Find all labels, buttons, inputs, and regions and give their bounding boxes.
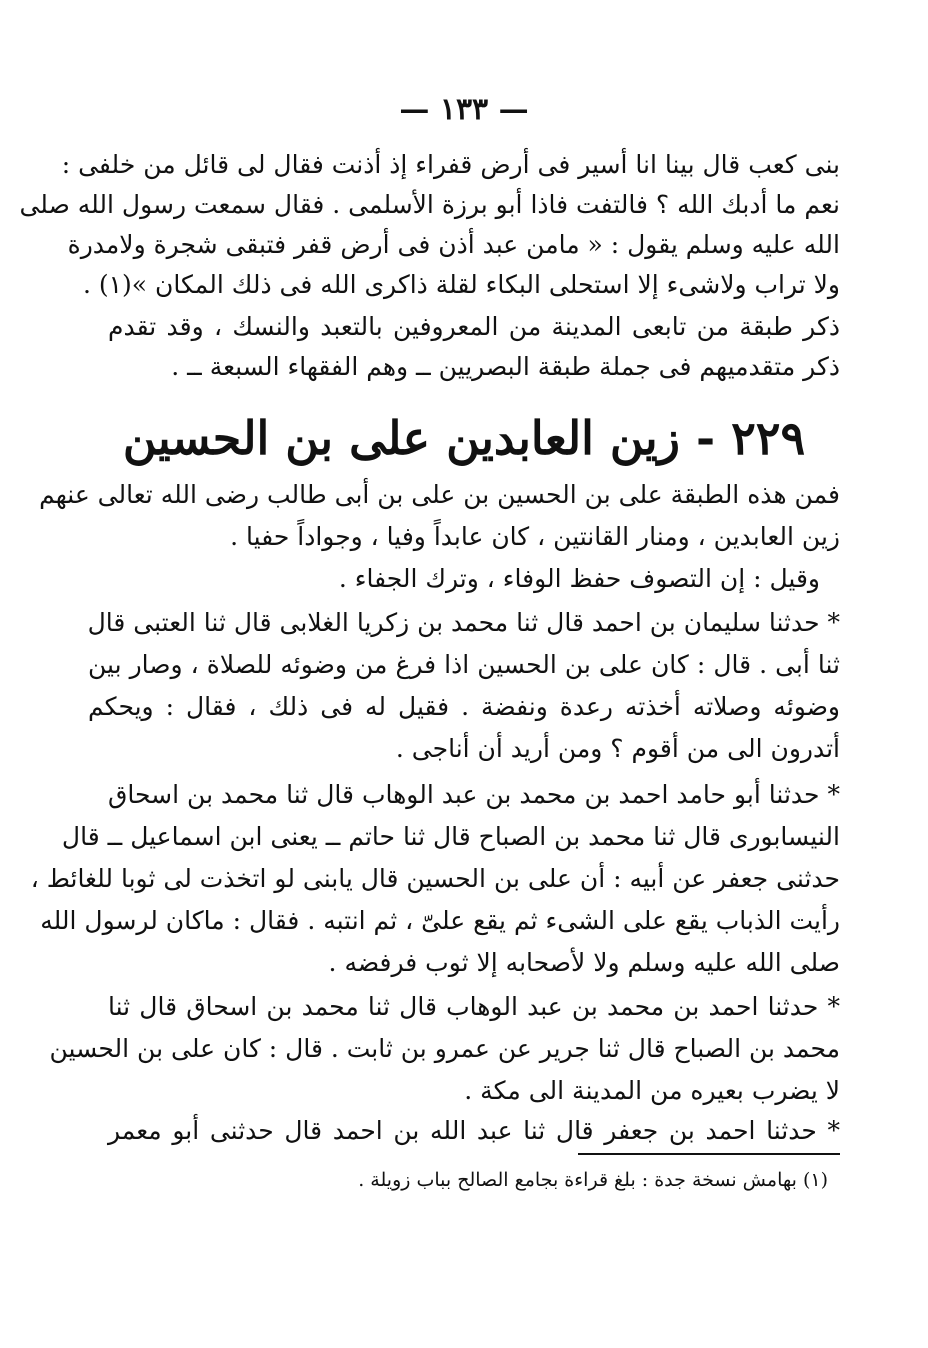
text-line: * حدثنا سليمان بن احمد قال ثنا محمد بن زكريا الغلابى قال ثنا العتبى قال	[87, 608, 840, 637]
text-line: ذكر متقدميهم فى جملة طبقة البصريين ــ وهم الفقهاء السبعة ــ .	[171, 352, 840, 381]
text-line: وقيل : إن التصوف حفظ الوفاء ، وترك الجفاء .	[338, 564, 820, 593]
text-line: محمد بن الصباح قال ثنا جرير عن عمرو بن ثابت . قال : كان على بن الحسين	[49, 1034, 840, 1063]
footnote-divider	[578, 1153, 840, 1155]
text-line: الله عليه وسلم يقول : « مامن عبد أذن فى أرض قفر فتبقى شجرة ولامدرة	[67, 230, 840, 259]
page-number: — ١٣٣ —	[399, 92, 529, 127]
text-line: ذكر طبقة من تابعى المدينة من المعروفين بالتعبد والنسك ، وقد تقدم	[108, 312, 840, 341]
text-line: لا يضرب بعيره من المدينة الى مكة .	[464, 1076, 840, 1105]
text-line: بنى كعب قال بينا انا أسير فى أرض قفراء إذ أذنت فقال لى قائل من خلفى :	[61, 150, 840, 179]
text-line: النيسابورى قال ثنا محمد بن الصباح قال ثنا حاتم ــ يعنى ابن اسماعيل ــ قال	[61, 822, 840, 851]
text-line: حدثنى جعفر عن أبيه : أن على بن الحسين قال يابنى لو اتخذت لى ثوبا للغائط ،	[30, 864, 840, 893]
text-line: ولا تراب ولاشىء إلا استحلى البكاء لقلة ذاكرى الله فى ذلك المكان »(١) .	[82, 270, 840, 299]
text-line: * حدثنا احمد بن جعفر قال ثنا عبد الله بن احمد قال حدثنى أبو معمر	[108, 1116, 840, 1145]
text-line: زين العابدين ، ومنار القانتين ، كان عابداً وفيا ، وجواداً حفيا .	[230, 522, 840, 551]
text-line: فمن هذه الطبقة على بن الحسين بن على بن أبى طالب رضى الله تعالى عنهم	[39, 480, 840, 509]
text-line: ثنا أبى . قال : كان على بن الحسين اذا فرغ من وضوئه للصلاة ، وصار بين	[88, 650, 840, 679]
text-line: رأيت الذباب يقع على الشىء ثم يقع علىّ ، ثم انتبه . فقال : ماكان لرسول الله	[40, 906, 840, 935]
text-line: وضوئه وصلاته أخذته رعدة ونفضة . فقيل له فى ذلك ، فقال : ويحكم	[88, 692, 840, 721]
section-title: ٢٢٩ - زين العابدين على بن الحسين	[122, 411, 806, 465]
text-line: * حدثنا أبو حامد احمد بن محمد بن عبد الوهاب قال ثنا محمد بن اسحاق	[108, 780, 840, 809]
text-line: أتدرون الى من أقوم ؟ ومن أريد أن أناجى .	[395, 734, 840, 763]
text-line: * حدثنا احمد بن محمد بن عبد الوهاب قال ثنا محمد بن اسحاق قال ثنا	[108, 992, 840, 1021]
text-line: صلى الله عليه وسلم ولا لأصحابه إلا ثوب فرفضه .	[328, 948, 840, 977]
text-line: نعم ما أدبك الله ؟ فالتفت فاذا أبو برزة الأسلمى . فقال سمعت رسول الله صلى	[19, 190, 840, 219]
footnote: (١) بهامش نسخة جدة : بلغ قراءة بجامع الصالح بباب زويلة .	[358, 1169, 828, 1191]
